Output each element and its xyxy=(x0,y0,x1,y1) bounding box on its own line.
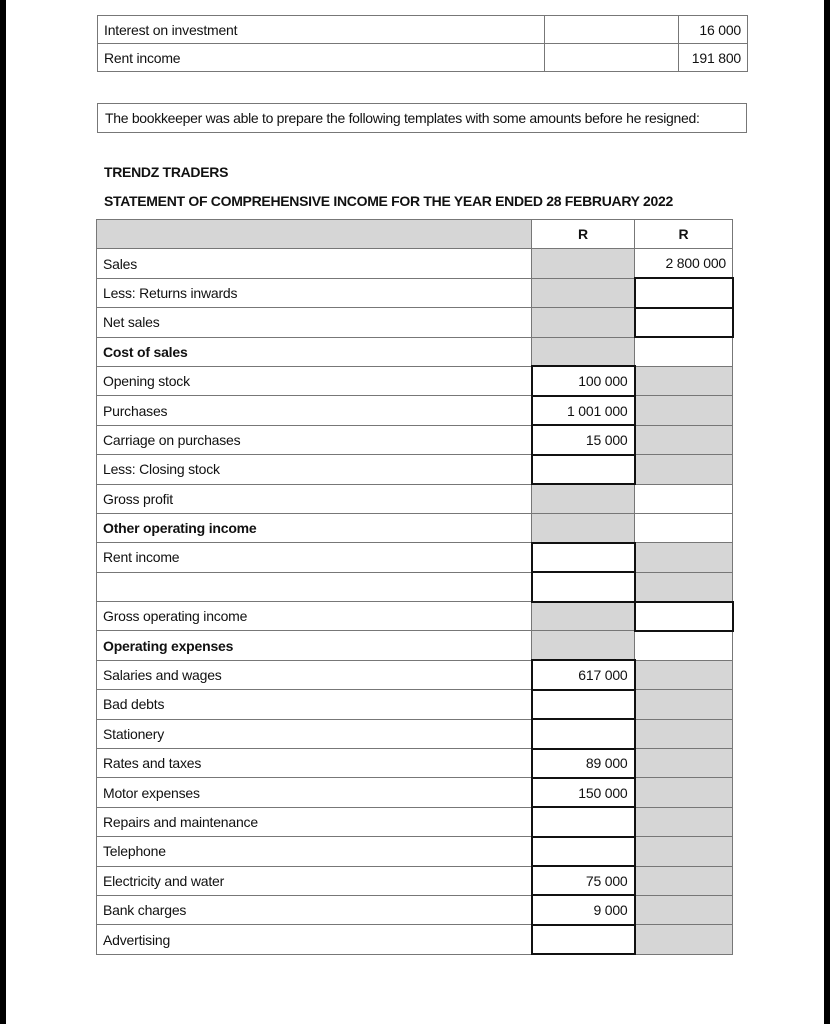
row-col1-amount xyxy=(532,719,635,748)
row-amount: 16 000 xyxy=(679,16,748,44)
row-label: Repairs and maintenance xyxy=(97,807,532,836)
table-row xyxy=(97,660,733,689)
row-col2-amount xyxy=(635,278,733,307)
table-header-row xyxy=(97,220,733,249)
table-row xyxy=(97,572,733,601)
row-col2-amount xyxy=(635,660,733,689)
row-col2-amount xyxy=(635,719,733,748)
row-col1-amount: 15 000 xyxy=(532,425,635,454)
row-label: Carriage on purchases xyxy=(97,425,532,454)
row-col2-amount xyxy=(635,778,733,807)
table-row xyxy=(97,631,733,660)
row-label: Other operating income xyxy=(97,513,532,542)
table-row xyxy=(97,807,733,836)
table-row xyxy=(97,543,733,572)
row-mid-cell xyxy=(545,16,679,44)
row-col1-amount xyxy=(532,925,635,954)
income-statement-table xyxy=(96,219,734,955)
row-col1-amount xyxy=(532,572,635,601)
row-col1-amount: 150 000 xyxy=(532,778,635,807)
table-row xyxy=(97,602,733,631)
table-row xyxy=(97,278,733,307)
table-row xyxy=(97,895,733,924)
row-label: Telephone xyxy=(97,837,532,866)
row-col1-amount xyxy=(532,455,635,484)
row-col1-amount xyxy=(532,308,635,337)
table-row xyxy=(97,455,733,484)
row-col2-amount xyxy=(635,837,733,866)
table-row xyxy=(97,249,733,278)
row-col2-amount: 2 800 000 xyxy=(635,249,733,278)
row-label: Interest on investment xyxy=(98,16,545,44)
row-col2-amount xyxy=(635,484,733,513)
row-col2-amount xyxy=(635,807,733,836)
table-row xyxy=(97,308,733,337)
row-col2-amount xyxy=(635,690,733,719)
row-col1-amount xyxy=(532,807,635,836)
row-label: Sales xyxy=(97,249,532,278)
row-label: Opening stock xyxy=(97,366,532,395)
row-col1-amount: 100 000 xyxy=(532,366,635,395)
table-row xyxy=(97,778,733,807)
row-col1-amount xyxy=(532,249,635,278)
row-col2-amount xyxy=(635,425,733,454)
row-col2-amount xyxy=(635,895,733,924)
row-label: Rent income xyxy=(97,543,532,572)
row-label: Net sales xyxy=(97,308,532,337)
row-col2-amount xyxy=(635,366,733,395)
table-row xyxy=(97,484,733,513)
row-col2-amount xyxy=(635,513,733,542)
row-label: Cost of sales xyxy=(97,337,532,366)
table-row xyxy=(98,44,748,72)
row-col2-amount xyxy=(635,602,733,631)
row-col1-amount xyxy=(532,278,635,307)
row-col2-amount xyxy=(635,543,733,572)
table-row xyxy=(97,866,733,895)
row-col2-amount xyxy=(635,925,733,954)
row-label: Less: Returns inwards xyxy=(97,278,532,307)
table-row xyxy=(97,513,733,542)
row-col2-amount xyxy=(635,572,733,601)
row-label: Less: Closing stock xyxy=(97,455,532,484)
table-row xyxy=(97,925,733,954)
statement-title: STATEMENT OF COMPREHENSIVE INCOME FOR THE YEAR ENDED 28 FEBRUARY 2022 xyxy=(104,193,673,209)
table-row xyxy=(97,396,733,425)
table-row xyxy=(97,719,733,748)
row-col1-amount xyxy=(532,690,635,719)
row-col1-amount: 617 000 xyxy=(532,660,635,689)
header-col1: R xyxy=(532,220,635,249)
row-label: Advertising xyxy=(97,925,532,954)
row-label: Motor expenses xyxy=(97,778,532,807)
row-col1-amount xyxy=(532,543,635,572)
table-row xyxy=(97,366,733,395)
row-col1-amount xyxy=(532,837,635,866)
row-label: Operating expenses xyxy=(97,631,532,660)
row-mid-cell xyxy=(545,44,679,72)
table-row xyxy=(97,337,733,366)
row-col1-amount: 1 001 000 xyxy=(532,396,635,425)
row-label: Stationery xyxy=(97,719,532,748)
row-label: Bad debts xyxy=(97,690,532,719)
row-label: Rent income xyxy=(98,44,545,72)
row-label: Bank charges xyxy=(97,895,532,924)
row-col1-amount: 9 000 xyxy=(532,895,635,924)
table-row xyxy=(97,425,733,454)
row-col2-amount xyxy=(635,396,733,425)
row-col1-amount xyxy=(532,337,635,366)
header-label-cell xyxy=(97,220,532,249)
row-col1-amount xyxy=(532,602,635,631)
row-label: Gross operating income xyxy=(97,602,532,631)
row-label: Salaries and wages xyxy=(97,660,532,689)
row-label: Electricity and water xyxy=(97,866,532,895)
row-col2-amount xyxy=(635,749,733,778)
row-col2-amount xyxy=(635,631,733,660)
document-page xyxy=(6,0,824,1024)
row-col1-amount xyxy=(532,484,635,513)
income-summary-table xyxy=(97,15,748,72)
table-row xyxy=(97,837,733,866)
row-col2-amount xyxy=(635,337,733,366)
row-label: Purchases xyxy=(97,396,532,425)
row-col1-amount xyxy=(532,513,635,542)
company-name: TRENDZ TRADERS xyxy=(104,164,229,180)
header-col2: R xyxy=(635,220,733,249)
row-col1-amount: 75 000 xyxy=(532,866,635,895)
row-col2-amount xyxy=(635,455,733,484)
table-row xyxy=(98,16,748,44)
row-amount: 191 800 xyxy=(679,44,748,72)
row-col2-amount xyxy=(635,866,733,895)
bookkeeper-note: The bookkeeper was able to prepare the following templates with some amounts before he resigned: xyxy=(97,103,747,133)
table-row xyxy=(97,749,733,778)
row-label: Rates and taxes xyxy=(97,749,532,778)
row-col2-amount xyxy=(635,308,733,337)
table-row xyxy=(97,690,733,719)
row-label xyxy=(97,572,532,601)
row-col1-amount xyxy=(532,631,635,660)
row-label: Gross profit xyxy=(97,484,532,513)
row-col1-amount: 89 000 xyxy=(532,749,635,778)
